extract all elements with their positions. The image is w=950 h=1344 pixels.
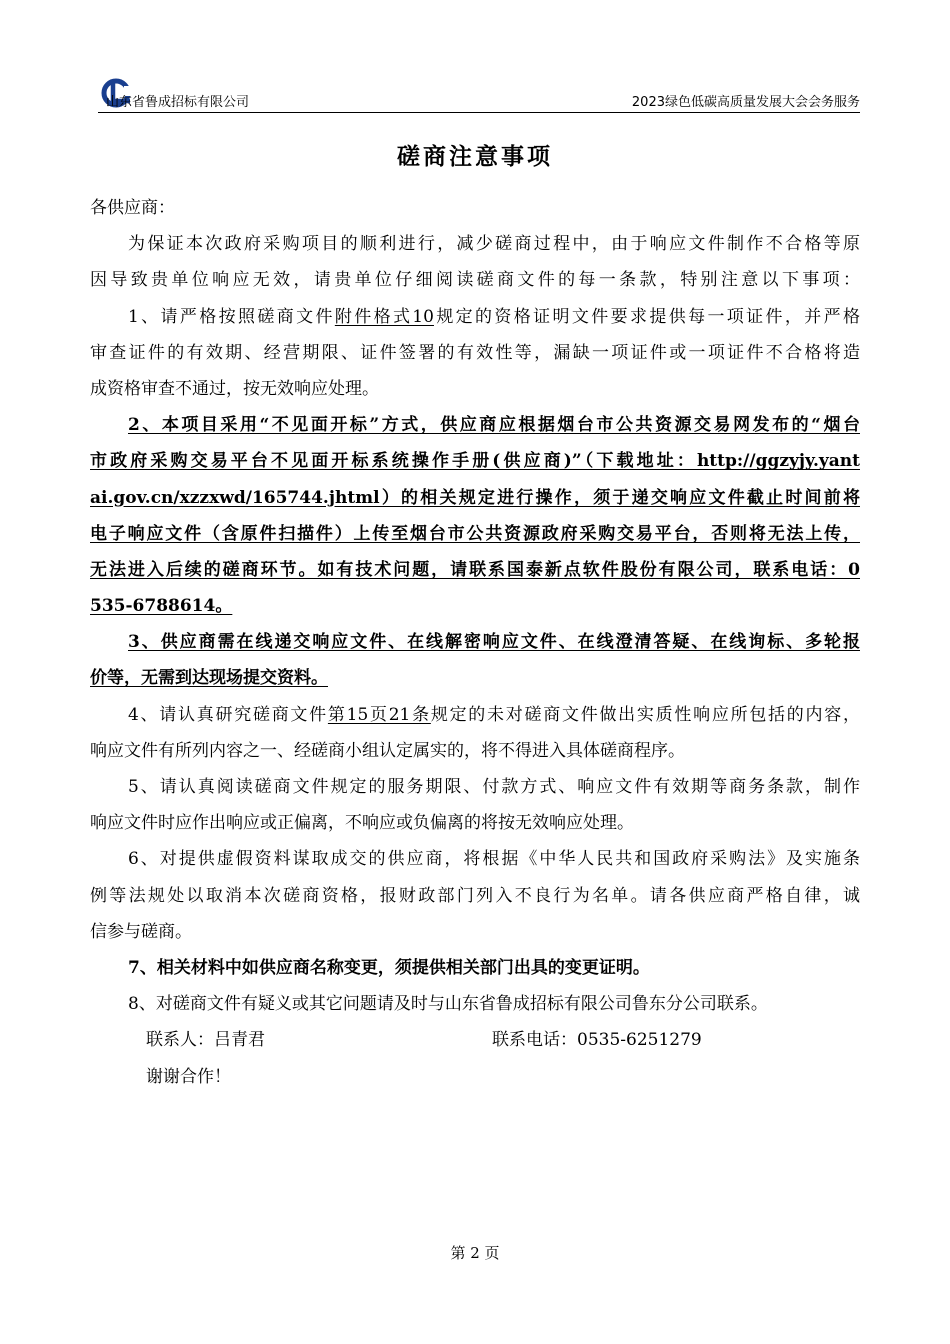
- item-2-text: 电子响应文件（含原件扫描件）上传至烟台市公共资源政府采购交易平台，否则将无法上传，: [90, 523, 860, 544]
- item-4-post: 规定的未对磋商文件做出实质性响应所包括的内容，: [430, 704, 860, 725]
- intro-line: 因导致贵单位响应无效，请贵单位仔细阅读磋商文件的每一条款，特别注意以下事项：: [90, 270, 860, 291]
- item-5-line: 5、请认真阅读磋商文件规定的服务期限、付款方式、响应文件有效期等商务条款，制作: [128, 777, 860, 797]
- item-1-line: 审查证件的有效期、经营期限、证件签署的有效性等，漏缺一项证件或一项证件不合格将造: [90, 342, 860, 363]
- item-6-line: 6、对提供虚假资料谋取成交的供应商，将根据《中华人民共和国政府采购法》及实施条: [128, 849, 860, 870]
- item-1-line: [90, 299, 860, 335]
- page-title: 磋商注意事项: [397, 143, 553, 170]
- item-2-text: 2、本项目采用“不见面开标”方式，供应商应根据烟台市公共资源交易网发布的“烟台: [128, 415, 860, 436]
- item-2-line: [90, 443, 860, 479]
- page-clause-link: 第15页21条: [327, 704, 431, 725]
- item-2-line: [90, 588, 860, 624]
- attachment-format-link: 附件格式10: [334, 306, 434, 327]
- item-2-line: [90, 407, 860, 443]
- item-2-line: [90, 516, 860, 552]
- item-6-line: 例等法规处以取消本次磋商资格，报财政部门列入不良行为名单。请各供应商严格自律，诚: [90, 885, 860, 906]
- project-name: 2023绿色低碳高质量发展大会会务服务: [631, 95, 860, 110]
- item-4-pre: 4、请认真研究磋商文件: [128, 704, 328, 725]
- company-name: 山东省鲁成招标有限公司: [106, 95, 250, 110]
- item-3-line: [90, 660, 860, 696]
- item-3-line: [90, 624, 860, 660]
- thanks-text: 谢谢合作！: [146, 1066, 231, 1087]
- item-1-line: 成资格审查不通过，按无效响应处理。: [90, 378, 379, 399]
- item-7-line: 7、相关材料中如供应商名称变更，须提供相关部门出具的变更证明。: [128, 957, 650, 978]
- item-2-text: 市政府采购交易平台不见面开标系统操作手册(供应商)”（下载地址：http://ggzyjy.yant: [90, 451, 860, 472]
- document-body: [90, 190, 860, 1095]
- contact-person: 联系人：吕青君: [146, 1030, 265, 1051]
- page-number: 第 2 页: [450, 1244, 500, 1262]
- salutation: 各供应商：: [90, 198, 175, 218]
- contact-phone: 联系电话：0535-6251279: [492, 1030, 702, 1051]
- item-3-text: 价等，无需到达现场提交资料。: [90, 668, 328, 689]
- item-2-line: [90, 480, 860, 516]
- item-5-line: 响应文件时应作出响应或正偏离，不响应或负偏离的将按无效响应处理。: [90, 813, 634, 834]
- item-2-text: ai.gov.cn/xzzxwd/165744.jhtml）的相关规定进行操作，须于递交响应文件截止时间前将: [90, 487, 860, 508]
- item-4-line: [90, 697, 860, 733]
- item-2-text: 无法进入后续的磋商环节。如有技术问题，请联系国泰新点软件股份有限公司，联系电话：0: [90, 559, 860, 580]
- item-6-line: 信参与磋商。: [90, 921, 192, 942]
- item-1-pre: 1、请严格按照磋商文件: [128, 306, 335, 327]
- item-3-text: 3、供应商需在线递交响应文件、在线解密响应文件、在线澄清答疑、在线询标、多轮报: [128, 632, 860, 653]
- intro-line: 为保证本次政府采购项目的顺利进行，减少磋商过程中，由于响应文件制作不合格等原: [128, 234, 860, 255]
- item-2-line: [90, 552, 860, 588]
- page-header: [98, 74, 860, 113]
- item-1-post: 规定的资格证明文件要求提供每一项证件，并严格: [433, 306, 860, 327]
- item-4-line: 响应文件有所列内容之一、经磋商小组认定属实的，将不得进入具体磋商程序。: [90, 740, 685, 761]
- item-2-text: 535-6788614。: [90, 596, 233, 617]
- item-8-line: 8、对磋商文件有疑义或其它问题请及时与山东省鲁成招标有限公司鲁东分公司联系。: [128, 994, 768, 1015]
- contact-row: [90, 1022, 860, 1058]
